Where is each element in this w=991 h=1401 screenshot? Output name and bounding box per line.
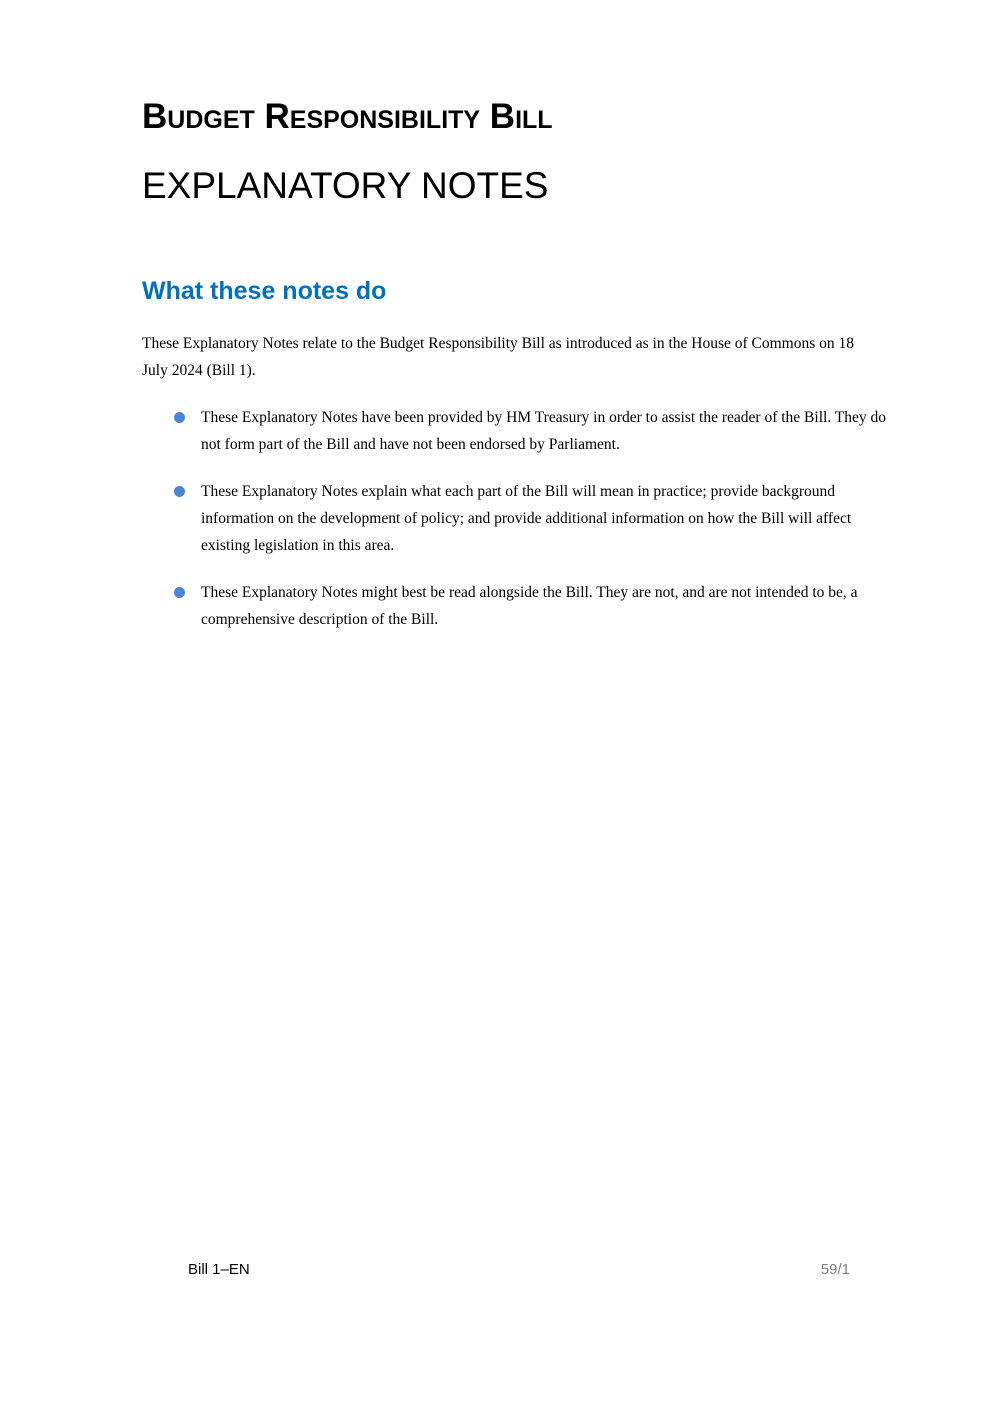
list-item-text: These Explanatory Notes have been provided by HM Treasury in order to assist the reader of the Bill. They do not form part of the Bill and have not been endorsed by Parliament. <box>201 409 886 453</box>
list-item <box>142 579 902 633</box>
footer-page-code: 59/1 <box>820 1261 850 1278</box>
bullet-icon <box>174 412 185 423</box>
bullet-icon <box>174 587 185 598</box>
document-subtitle: EXPLANATORY NOTES <box>142 165 549 206</box>
bullet-list <box>142 404 902 653</box>
intro-paragraph: These Explanatory Notes relate to the Budget Responsibility Bill as introduced as in the House of Commons on 18 July 2024 (Bill 1). <box>142 335 855 379</box>
section-heading: What these notes do <box>142 277 387 305</box>
bill-title: Budget Responsibility Bill <box>142 97 553 136</box>
list-item-text: These Explanatory Notes explain what each part of the Bill will mean in practice; provide background information on the development of policy; and provide additional information on how the Bill will affect existing legislation in this area. <box>201 483 852 554</box>
list-item-text: These Explanatory Notes might best be read alongside the Bill. They are not, and are not intended to be, a comprehensive description of the Bill. <box>201 584 858 628</box>
list-item <box>142 404 902 458</box>
bullet-icon <box>174 486 185 497</box>
list-item <box>142 478 902 559</box>
footer-bill-reference: Bill 1–EN <box>188 1261 250 1278</box>
